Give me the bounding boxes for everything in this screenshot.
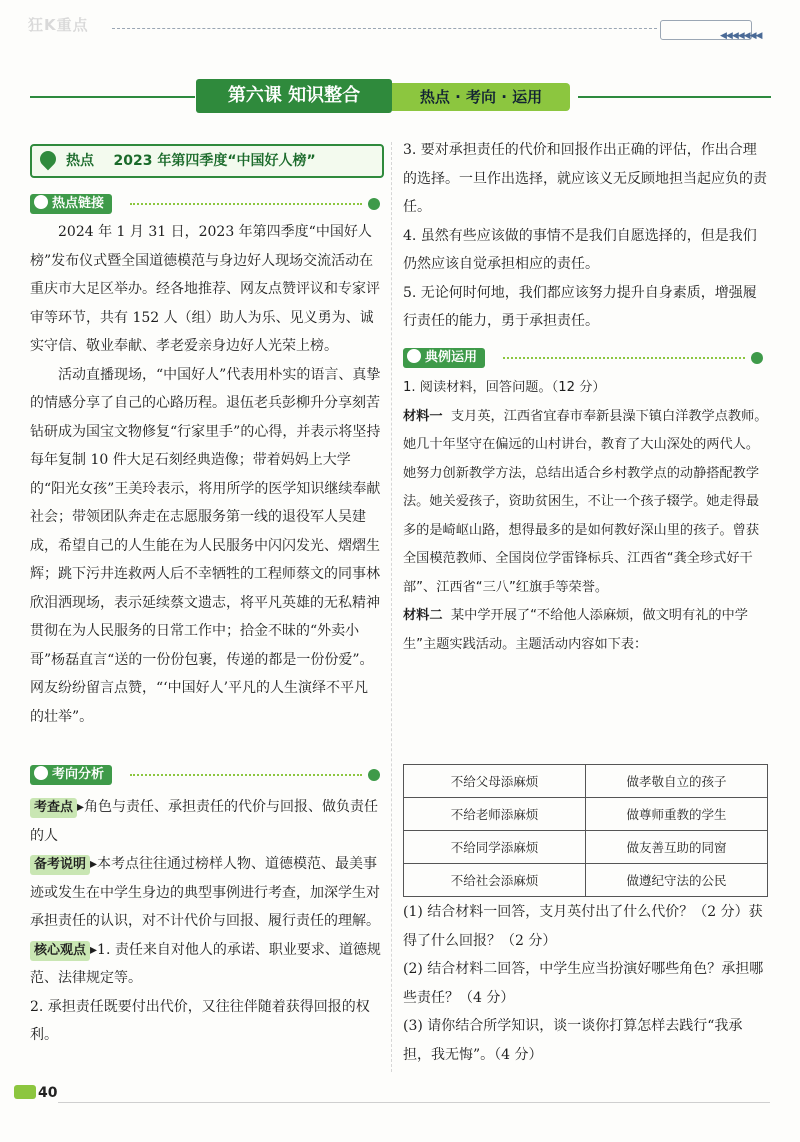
chevron-down-icon — [751, 352, 763, 364]
material-1-label: 材料一 — [403, 408, 443, 424]
title-rule-left — [30, 96, 195, 98]
brand-logo: 狂K重点 — [28, 16, 89, 34]
title-rule-right — [578, 96, 771, 98]
flame-icon — [37, 148, 60, 171]
prep-note-label: 备考说明 — [30, 855, 90, 875]
table-row: 不给社会添麻烦 做遵纪守法的公民 — [404, 864, 768, 897]
header-divider — [112, 28, 657, 29]
analysis-body — [30, 793, 382, 1050]
hotspot-header — [30, 144, 384, 178]
section-analysis — [30, 765, 380, 785]
pencil-icon — [407, 349, 421, 363]
exam-point: 考查点 ▸角色与责任、承担责任的代价与回报、做负责任的人 — [30, 799, 379, 844]
table-row: 不给老师添麻烦 做尊师重教的学生 — [404, 798, 768, 831]
sub-question-3: (3) 请你结合所学知识，谈一谈你打算怎样去践行“我承担，我无悔”。（4 分） — [403, 1018, 743, 1063]
core-points-continued — [403, 136, 770, 336]
table-row: 不给同学添麻烦 做友善互助的同窗 — [404, 831, 768, 864]
section-example — [403, 348, 763, 368]
lesson-title: 第六课 知识整合 — [196, 79, 392, 113]
activity-table-wrap — [403, 764, 768, 897]
core-point-3: 3. 要对承担责任的代价和回报作出正确的评估，作出合理的选择。一旦作出选择，就应该义无反顾地担当起应负的责任。 — [403, 142, 767, 215]
target-icon — [34, 766, 48, 780]
core-point-2: 2. 承担责任既要付出代价，又往往伴随着获得回报的权利。 — [30, 998, 370, 1043]
material-2-label: 材料二 — [403, 608, 443, 623]
core-point-5: 5. 无论何时何地，我们都应该努力提升自身素质，增强履行责任的能力，勇于承担责任。 — [403, 284, 757, 329]
example-body — [403, 374, 770, 659]
footer-rule — [58, 1102, 770, 1103]
lesson-subtitle: 热点 · 考向 · 运用 — [392, 83, 570, 111]
hotspot-label: 热点 — [66, 153, 94, 169]
book-icon — [14, 1085, 36, 1099]
core-point-4: 4. 虽然有些应该做的事情不是我们自愿选择的，但是我们仍然应该自觉承担相应的责任。 — [403, 227, 757, 272]
chevron-down-icon — [368, 769, 380, 781]
activity-table — [403, 764, 768, 897]
page-number: 40 — [14, 1085, 57, 1101]
section-analysis-label: 考向分析 — [52, 767, 105, 782]
table-row: 不给父母添麻烦 做孝敬自立的孩子 — [404, 765, 768, 798]
sub-question-1: (1) 结合材料一回答，支月英付出了什么代价？（2 分）获得了什么回报？（2 分） — [403, 904, 763, 949]
hot-link-body — [30, 218, 382, 731]
section-link-label: 热点链接 — [52, 196, 105, 211]
section-link — [30, 194, 380, 214]
chevron-down-icon — [368, 198, 380, 210]
question-1: 1. 阅读材料，回答问题。（12 分） — [403, 380, 606, 395]
material-2: 材料二 某中学开展了“不给他人添麻烦，做文明有礼的中学生”主题实践活动。主题活动内容如下表： — [403, 608, 748, 652]
sub-questions — [403, 898, 770, 1069]
column-divider — [391, 142, 392, 1072]
hotspot-title: 2023 年第四季度“中国好人榜” — [113, 153, 316, 169]
exam-point-label: 考查点 — [30, 798, 77, 818]
paragraph-1: 2024 年 1 月 31 日，2023 年第四季度“中国好人榜”发布仪式暨全国道德模范与身边好人现场交流活动在重庆市大足区举办。经各地推荐、网友点赞评议和专家评审等环节，共有 152 人（组）助人为乐、见义勇为、诚实守信、敬业奉献、孝老爱亲身边好人光荣上榜。 — [30, 224, 380, 354]
core-views: 核心观点 ▸1. 责任来自对他人的承诺、职业要求、道德规范、法律规定等。 — [30, 941, 381, 986]
sub-question-2: (2) 结合材料二回答，中学生应当扮演好哪些角色？承担哪些责任？（4 分） — [403, 961, 764, 1006]
paragraph-2: 活动直播现场，“中国好人”代表用朴实的语言、真挚的情感分享了自己的心路历程。退伍老兵彭柳升分享刻苦钻研成为国宝文物修复“行家里手”的心得，并表示将坚持每年复制 10 件大足石刻经典造像；带着妈妈上大学的“阳光女孩”王美玲表示，将用所学的医学知识继续奉献社会；带领团队奔走在志愿服务第一线的退役军人吴建成，希望自己的人生能在为人民服务中闪闪发光、熠熠生辉；跳下污井连救两人后不幸牺牲的工程师蔡文的同事林欣泪洒现场，表示延续蔡文遗志，将平凡英雄的无私精神贯彻在为人民服务的日常工作中；拾金不昧的“外卖小哥”杨磊直言“送的一份份包裹，传递的都是一份份爱”。网友纷纷留言点赞，“‘中国好人’平凡的人生演绎不平凡的壮举”。 — [30, 366, 381, 725]
section-example-label: 典例运用 — [425, 350, 478, 365]
link-icon — [34, 195, 48, 209]
prep-note: 备考说明 ▸本考点往往通过榜样人物、道德模范、最美事迹或发生在中学生身边的典型事例进行考查，加深学生对承担责任的认识，对不计代价与回报、履行责任的理解。 — [30, 856, 380, 929]
core-views-label: 核心观点 — [30, 941, 90, 961]
material-1: 材料一 支月英，江西省宜春市奉新县澡下镇白洋教学点教师。她几十年坚守在偏远的山村讲台，教育了大山深处的两代人。她努力创新教学方法，总结出适合乡村教学点的动静搭配教学法。她关爱孩子，资助贫困生，不让一个孩子辍学。她走得最多的是崎岖山路，想得最多的是如何教好深山里的孩子。曾获全国模范教师、全国岗位学雷锋标兵、江西省“龚全珍式好干部”、江西省“三八”红旗手等荣誉。 — [403, 408, 768, 595]
arrows-decoration-icon: ◀◀◀◀◀◀◀ — [720, 31, 762, 41]
